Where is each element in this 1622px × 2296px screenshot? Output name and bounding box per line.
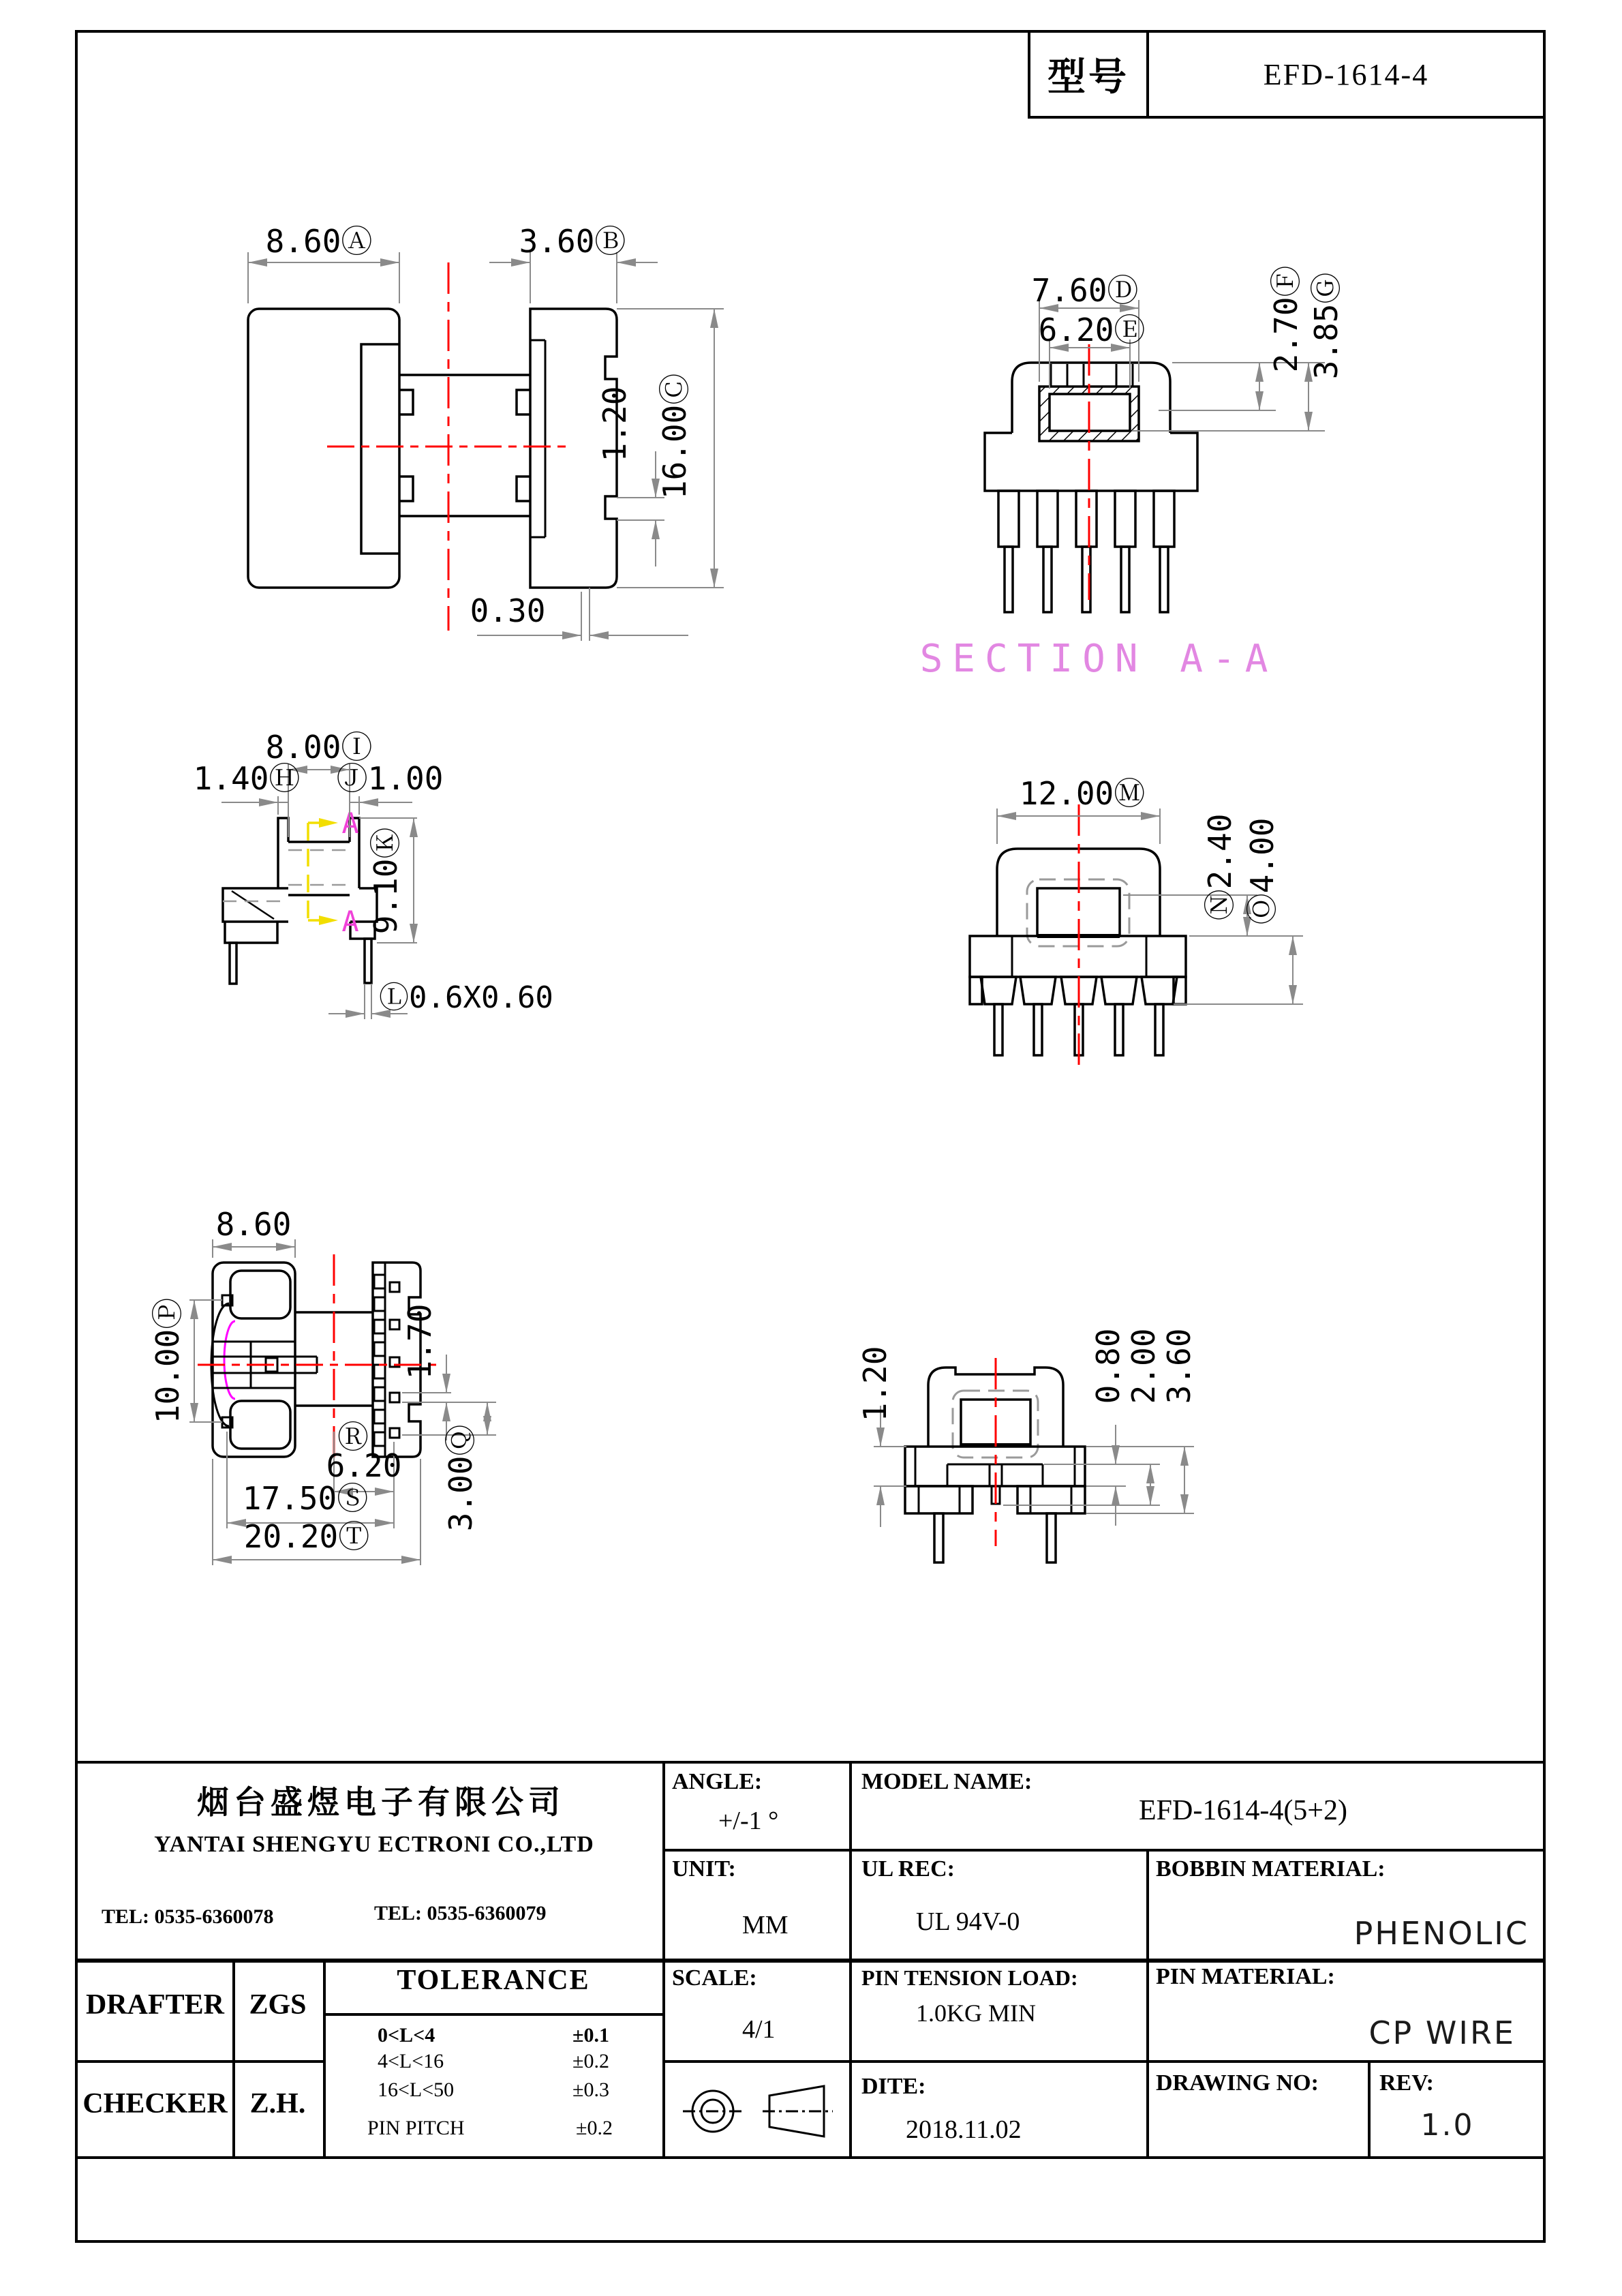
model-number: EFD-1614-4 bbox=[1263, 57, 1429, 91]
checker-value: Z.H. bbox=[249, 2088, 306, 2119]
top-view bbox=[248, 223, 724, 641]
dim-f-label: 2.70Ⓕ bbox=[1268, 265, 1304, 373]
checker-label: CHECKER bbox=[82, 2088, 228, 2119]
bottom-view bbox=[149, 1206, 496, 1565]
dim-n-label: Ⓝ2.40 bbox=[1202, 813, 1238, 921]
ul-value: UL 94V-0 bbox=[916, 1907, 1020, 1936]
dim-k-label: 9.10Ⓚ bbox=[367, 827, 404, 935]
company-tel-1: TEL: 0535-6360078 bbox=[102, 1905, 274, 1928]
tolerance-row bbox=[378, 2024, 609, 2047]
ul-label: UL REC: bbox=[861, 1856, 955, 1882]
pin-sections bbox=[390, 1282, 399, 1438]
cut-label-bottom: A bbox=[341, 905, 359, 938]
dim-o-label: Ⓞ4.00 bbox=[1244, 817, 1281, 925]
section-view bbox=[920, 266, 1345, 681]
divider bbox=[662, 1849, 1543, 1852]
dim-q-label: 3.00Ⓠ bbox=[442, 1424, 479, 1532]
divider bbox=[78, 1959, 1543, 1963]
mount-view bbox=[857, 1329, 1197, 1562]
dim-l-label: Ⓛ0.6X0.60 bbox=[379, 980, 553, 1015]
dim-r-label: Ⓡ bbox=[337, 1419, 369, 1455]
dim-620-label: 6.20 bbox=[326, 1447, 402, 1484]
dim-030-label: 0.30 bbox=[470, 592, 546, 629]
front-view bbox=[970, 775, 1303, 1067]
tol-value: ±0.1 bbox=[572, 2024, 609, 2046]
model-label: 型号 bbox=[1030, 33, 1149, 116]
dim-080-label: 0.80 bbox=[1090, 1328, 1127, 1404]
scale-label: SCALE: bbox=[672, 1965, 757, 1991]
divider bbox=[78, 2060, 324, 2063]
tol-range: PIN PITCH bbox=[367, 2117, 465, 2139]
rev-value: 1.0 bbox=[1420, 2108, 1475, 2143]
pin-tension-value: 1.0KG MIN bbox=[916, 1999, 1036, 2027]
pin-material-label: PIN MATERIAL: bbox=[1156, 1964, 1335, 1989]
pin-material-value: CP WIRE bbox=[1368, 2014, 1516, 2051]
section-pins bbox=[998, 491, 1174, 612]
drafter-label: DRAFTER bbox=[85, 1989, 224, 2021]
dim-p-label: 10.00Ⓟ bbox=[149, 1297, 186, 1424]
projection-symbol-icon bbox=[677, 2074, 841, 2149]
dim-s-label: 17.50Ⓢ bbox=[242, 1480, 369, 1517]
side-view bbox=[194, 729, 553, 1019]
title-block bbox=[1028, 30, 1546, 119]
cut-label-top: A bbox=[341, 806, 359, 840]
rev-label: REV: bbox=[1379, 2070, 1434, 2096]
tolerance-title: TOLERANCE bbox=[397, 1965, 590, 1996]
section-caption: SECTION A-A bbox=[919, 637, 1278, 681]
tolerance-row bbox=[367, 2117, 613, 2140]
divider bbox=[1368, 2060, 1371, 2156]
dim-g-label: 3.85Ⓖ bbox=[1308, 272, 1345, 380]
pin-teeth bbox=[374, 1275, 385, 1446]
pin-tension-label: PIN TENSION LOAD: bbox=[861, 1965, 1078, 1990]
dim-170-label: 1.70 bbox=[401, 1303, 438, 1380]
dim-c-label: 16.00Ⓒ bbox=[656, 373, 693, 500]
angle-value: +/-1 ° bbox=[718, 1807, 779, 1835]
divider bbox=[324, 2013, 664, 2016]
dim-a-label: 8.60Ⓐ bbox=[265, 223, 373, 260]
dim-860-label: 8.60 bbox=[215, 1206, 292, 1243]
dite-label: DITE: bbox=[861, 2074, 926, 2099]
model-name-label: MODEL NAME: bbox=[861, 1769, 1032, 1794]
company-name-en: YANTAI SHENGYU ECTRONI CO.,LTD bbox=[154, 1832, 594, 1857]
dim-j-label: Ⓙ1.00 bbox=[336, 760, 444, 797]
dim-d-label: 7.60Ⓓ bbox=[1031, 272, 1139, 309]
tol-value: ±0.2 bbox=[576, 2117, 613, 2139]
company-tel-2: TEL: 0535-6360079 bbox=[374, 1902, 547, 1924]
dim-b-label: 3.60Ⓑ bbox=[519, 223, 626, 260]
tol-range: 0<L<4 bbox=[378, 2024, 435, 2046]
tol-value: ±0.2 bbox=[572, 2050, 609, 2072]
tol-range: 16<L<50 bbox=[378, 2079, 455, 2101]
tolerance-row bbox=[378, 2050, 609, 2073]
tolerance-row bbox=[378, 2079, 609, 2102]
dite-value: 2018.11.02 bbox=[906, 2115, 1022, 2144]
dim-120-label: 1.20 bbox=[596, 386, 633, 462]
divider bbox=[1146, 1849, 1149, 2156]
dim-360-label: 3.60 bbox=[1161, 1328, 1197, 1404]
info-table bbox=[75, 1761, 1546, 2159]
dim-e-label: 6.20Ⓔ bbox=[1038, 312, 1146, 348]
dim-m120-label: 1.20 bbox=[857, 1346, 893, 1422]
tol-value: ±0.3 bbox=[572, 2079, 609, 2101]
unit-value: MM bbox=[742, 1911, 789, 1939]
drawing-no-label: DRAWING NO: bbox=[1156, 2070, 1319, 2096]
model-name-value: EFD-1614-4(5+2) bbox=[1139, 1795, 1347, 1826]
dim-h-label: 1.40Ⓗ bbox=[193, 760, 301, 797]
drafter-value: ZGS bbox=[249, 1989, 307, 2021]
dim-t-label: 20.20Ⓣ bbox=[243, 1518, 370, 1555]
dim-200-label: 2.00 bbox=[1125, 1328, 1162, 1404]
company-name-cn: 烟台盛煜电子有限公司 bbox=[197, 1785, 565, 1821]
divider bbox=[662, 2060, 1543, 2063]
dim-i-label: 8.00Ⓘ bbox=[265, 729, 373, 766]
bobbin-material-label: BOBBIN MATERIAL: bbox=[1156, 1856, 1386, 1882]
angle-label: ANGLE: bbox=[672, 1769, 763, 1794]
dim-m-label: 12.00Ⓜ bbox=[1019, 775, 1146, 812]
scale-value: 4/1 bbox=[742, 2015, 776, 2044]
tol-range: 4<L<16 bbox=[378, 2050, 444, 2072]
bobbin-material-value: PHENOLIC bbox=[1353, 1915, 1529, 1952]
unit-label: UNIT: bbox=[672, 1856, 736, 1882]
